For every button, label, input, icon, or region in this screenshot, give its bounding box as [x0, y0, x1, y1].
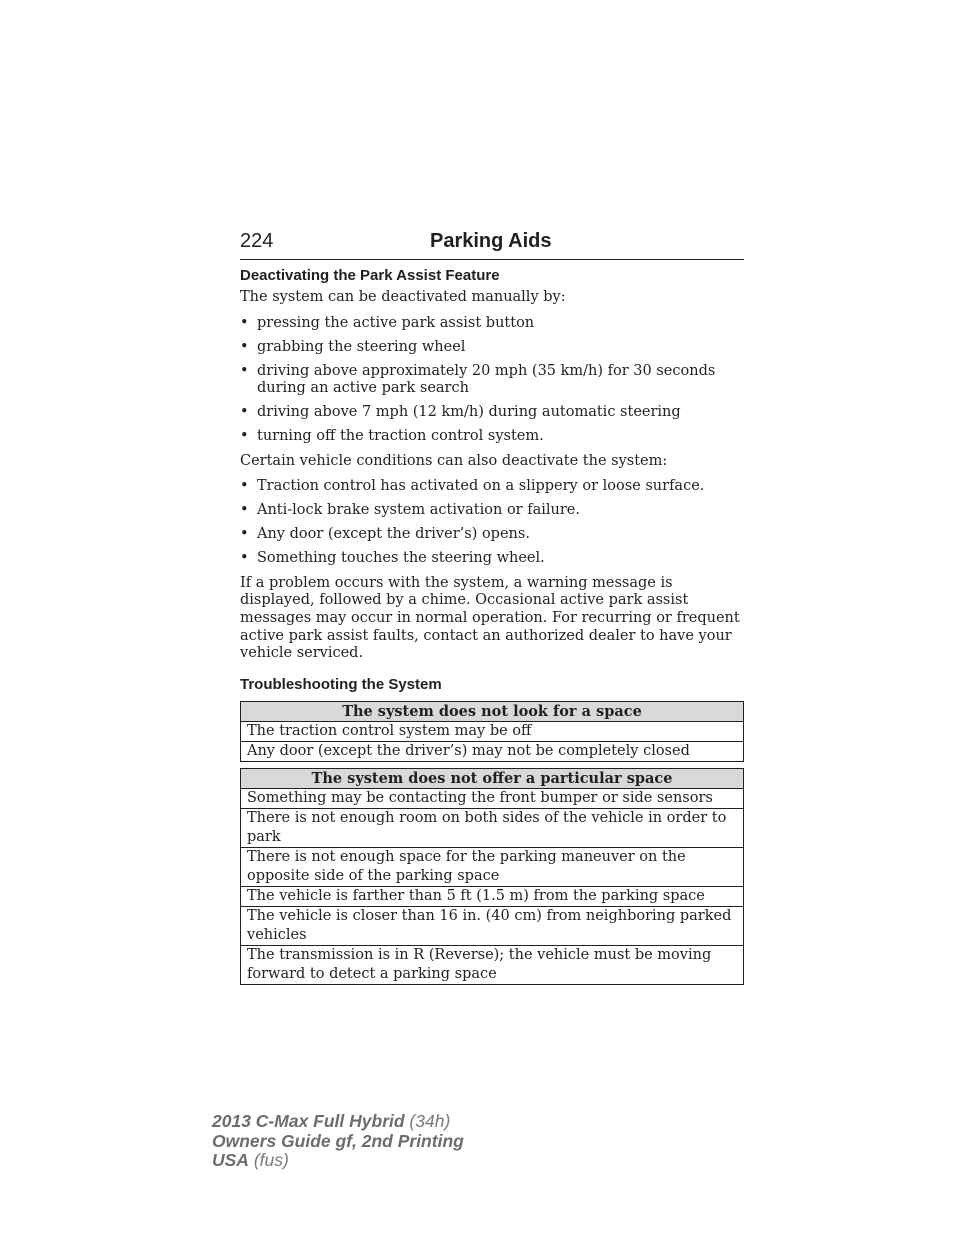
table-row: Something may be contacting the front bumper or side sensors — [241, 788, 744, 808]
warning-paragraph: If a problem occurs with the system, a warning message is displayed, followed by a chime. Occasional active park assist messages may occur in normal operation. For recurring or frequent active park assist faults, contact an authorized dealer to have your vehicle serviced. — [240, 574, 740, 662]
list-item: • Traction control has activated on a slippery or loose surface. — [240, 478, 705, 495]
table-row: The transmission is in R (Reverse); the vehicle must be moving forward to detect a parking space — [241, 945, 744, 984]
section-heading-deactivating: Deactivating the Park Assist Feature — [240, 267, 500, 284]
table-row: The vehicle is closer than 16 in. (40 cm) from neighboring parked vehicles — [241, 906, 744, 945]
bullet-icon: • — [240, 502, 249, 519]
list-item: • grabbing the steering wheel — [240, 338, 466, 355]
table-header: The system does not offer a particular space — [241, 768, 744, 788]
table-row: Any door (except the driver’s) may not be completely closed — [241, 741, 744, 761]
list-item: • turning off the traction control system. — [240, 428, 544, 445]
page-title: Parking Aids — [430, 230, 552, 252]
list-item: • Something touches the steering wheel. — [240, 550, 545, 567]
conditions-intro-text: Certain vehicle conditions can also deactivate the system: — [240, 452, 668, 469]
table-header: The system does not look for a space — [241, 701, 744, 721]
manual-deactivation-list — [240, 315, 744, 446]
list-item: • Any door (except the driver’s) opens. — [240, 526, 530, 543]
bullet-icon: • — [240, 526, 249, 543]
section-heading-troubleshooting: Troubleshooting the System — [240, 675, 442, 693]
footer-line-market: USA (fus) — [212, 1150, 289, 1170]
page-header — [240, 228, 744, 260]
print-footer — [212, 1112, 464, 1171]
list-item: • pressing the active park assist button — [240, 314, 535, 331]
bullet-icon: • — [240, 478, 249, 495]
page-content — [240, 266, 744, 991]
list-item: • driving above 7 mph (12 km/h) during automatic steering — [240, 404, 681, 421]
troubleshooting-table-no-search — [240, 701, 744, 762]
footer-line-model: 2013 C-Max Full Hybrid (34h) — [212, 1111, 451, 1131]
bullet-icon: • — [240, 362, 249, 379]
intro-text: The system can be deactivated manually by: — [240, 289, 566, 305]
table-row: There is not enough room on both sides of the vehicle in order to park — [241, 808, 744, 847]
table-row: The vehicle is farther than 5 ft (1.5 m) from the parking space — [241, 886, 744, 906]
bullet-icon: • — [240, 314, 249, 331]
list-item: • Anti-lock brake system activation or failure. — [240, 502, 580, 519]
bullet-icon: • — [240, 338, 249, 355]
bullet-icon: • — [240, 404, 249, 421]
condition-deactivation-list — [240, 478, 744, 568]
bullet-icon: • — [240, 428, 249, 445]
list-item: • driving above approximately 20 mph (35 km/h) for 30 seconds during an active park search — [240, 362, 716, 397]
page-number: 224 — [240, 230, 274, 252]
footer-line-guide: Owners Guide gf, 2nd Printing — [212, 1130, 464, 1151]
table-row: The traction control system may be off — [241, 721, 744, 741]
table-row: There is not enough space for the parking maneuver on the opposite side of the parking space — [241, 847, 744, 886]
bullet-icon: • — [240, 550, 249, 567]
troubleshooting-table-no-space — [240, 768, 744, 985]
